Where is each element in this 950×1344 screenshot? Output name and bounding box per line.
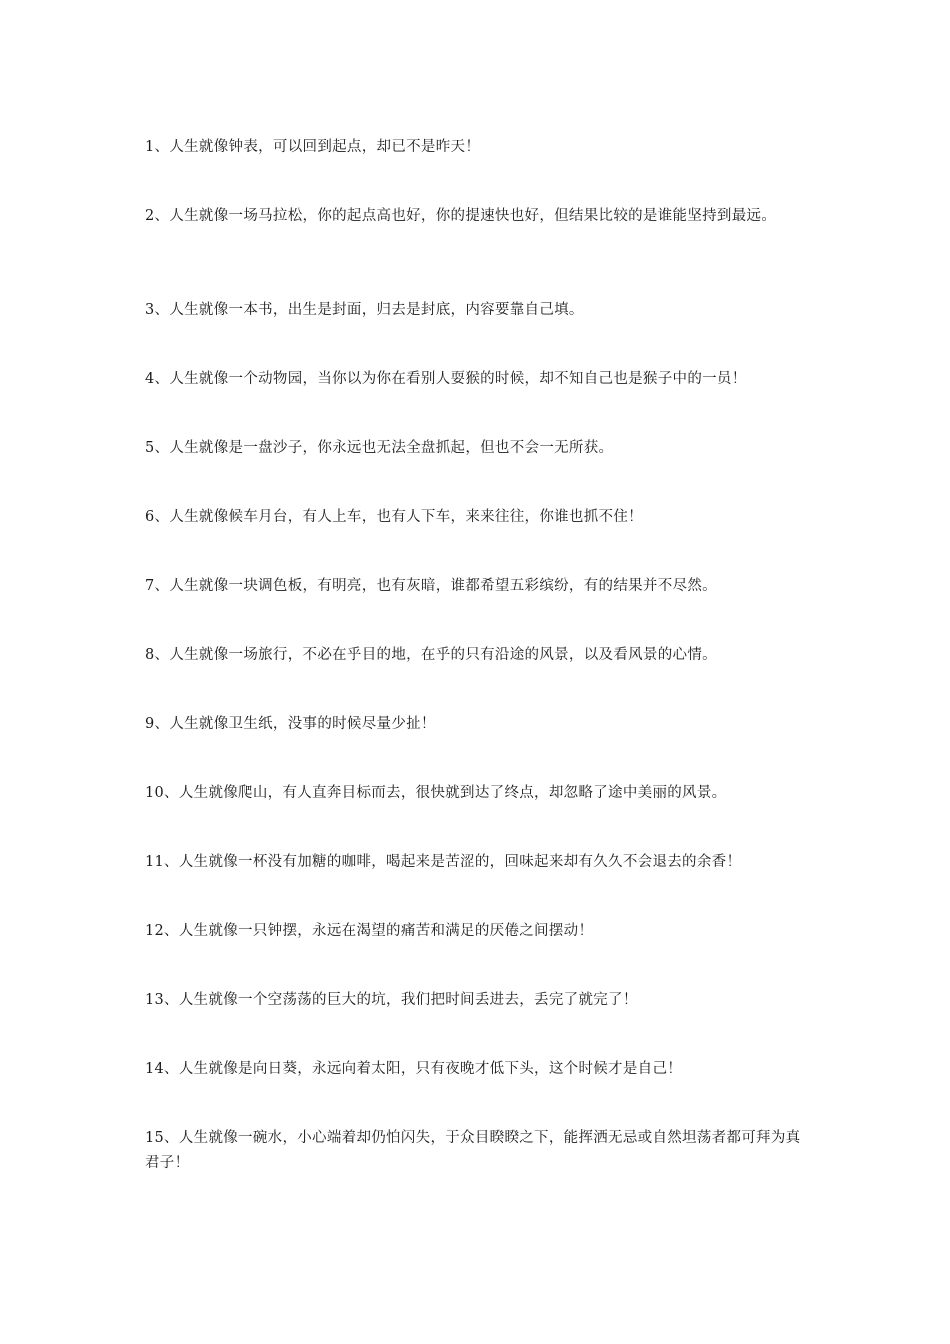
paragraph-8: 8、人生就像一场旅行，不必在乎目的地，在乎的只有沿途的风景，以及看风景的心情。 (145, 647, 717, 663)
paragraph-15: 15、人生就像一碗水，小心端着却仍怕闪失，于众目睽睽之下，能挥洒无忌或自然坦荡者都可拜为真君子！ (145, 1130, 801, 1171)
paragraph-9: 9、人生就像卫生纸，没事的时候尽量少扯！ (145, 716, 436, 732)
paragraph-10: 10、人生就像爬山，有人直奔目标而去，很快就到达了终点，却忽略了途中美丽的风景。 (145, 785, 727, 801)
paragraph-1: 1、人生就像钟表，可以回到起点，却已不是昨天！ (145, 139, 481, 155)
paragraph-4: 4、人生就像一个动物园，当你以为你在看别人耍猴的时候，却不知自己也是猴子中的一员！ (145, 371, 747, 387)
paragraph-7: 7、人生就像一块调色板，有明亮，也有灰暗，谁都希望五彩缤纷，有的结果并不尽然。 (145, 578, 717, 594)
paragraph-5: 5、人生就像是一盘沙子，你永远也无法全盘抓起，但也不会一无所获。 (145, 440, 614, 456)
paragraph-12: 12、人生就像一只钟摆，永远在渴望的痛苦和满足的厌倦之间摆动！ (145, 923, 594, 939)
paragraph-13: 13、人生就像一个空荡荡的巨大的坑，我们把时间丢进去，丢完了就完了！ (145, 992, 638, 1008)
paragraph-2: 2、人生就像一场马拉松，你的起点高也好，你的提速快也好，但结果比较的是谁能坚持到最远。 (145, 208, 777, 224)
paragraph-3: 3、人生就像一本书，出生是封面，归去是封底，内容要靠自己填。 (145, 302, 584, 318)
paragraph-6: 6、人生就像候车月台，有人上车，也有人下车，来来往往，你谁也抓不住！ (145, 509, 643, 525)
paragraph-11: 11、人生就像一杯没有加糖的咖啡，喝起来是苦涩的，回味起来却有久久不会退去的余香！ (145, 854, 742, 870)
paragraph-14: 14、人生就像是向日葵，永远向着太阳，只有夜晚才低下头，这个时候才是自己！ (145, 1061, 683, 1077)
